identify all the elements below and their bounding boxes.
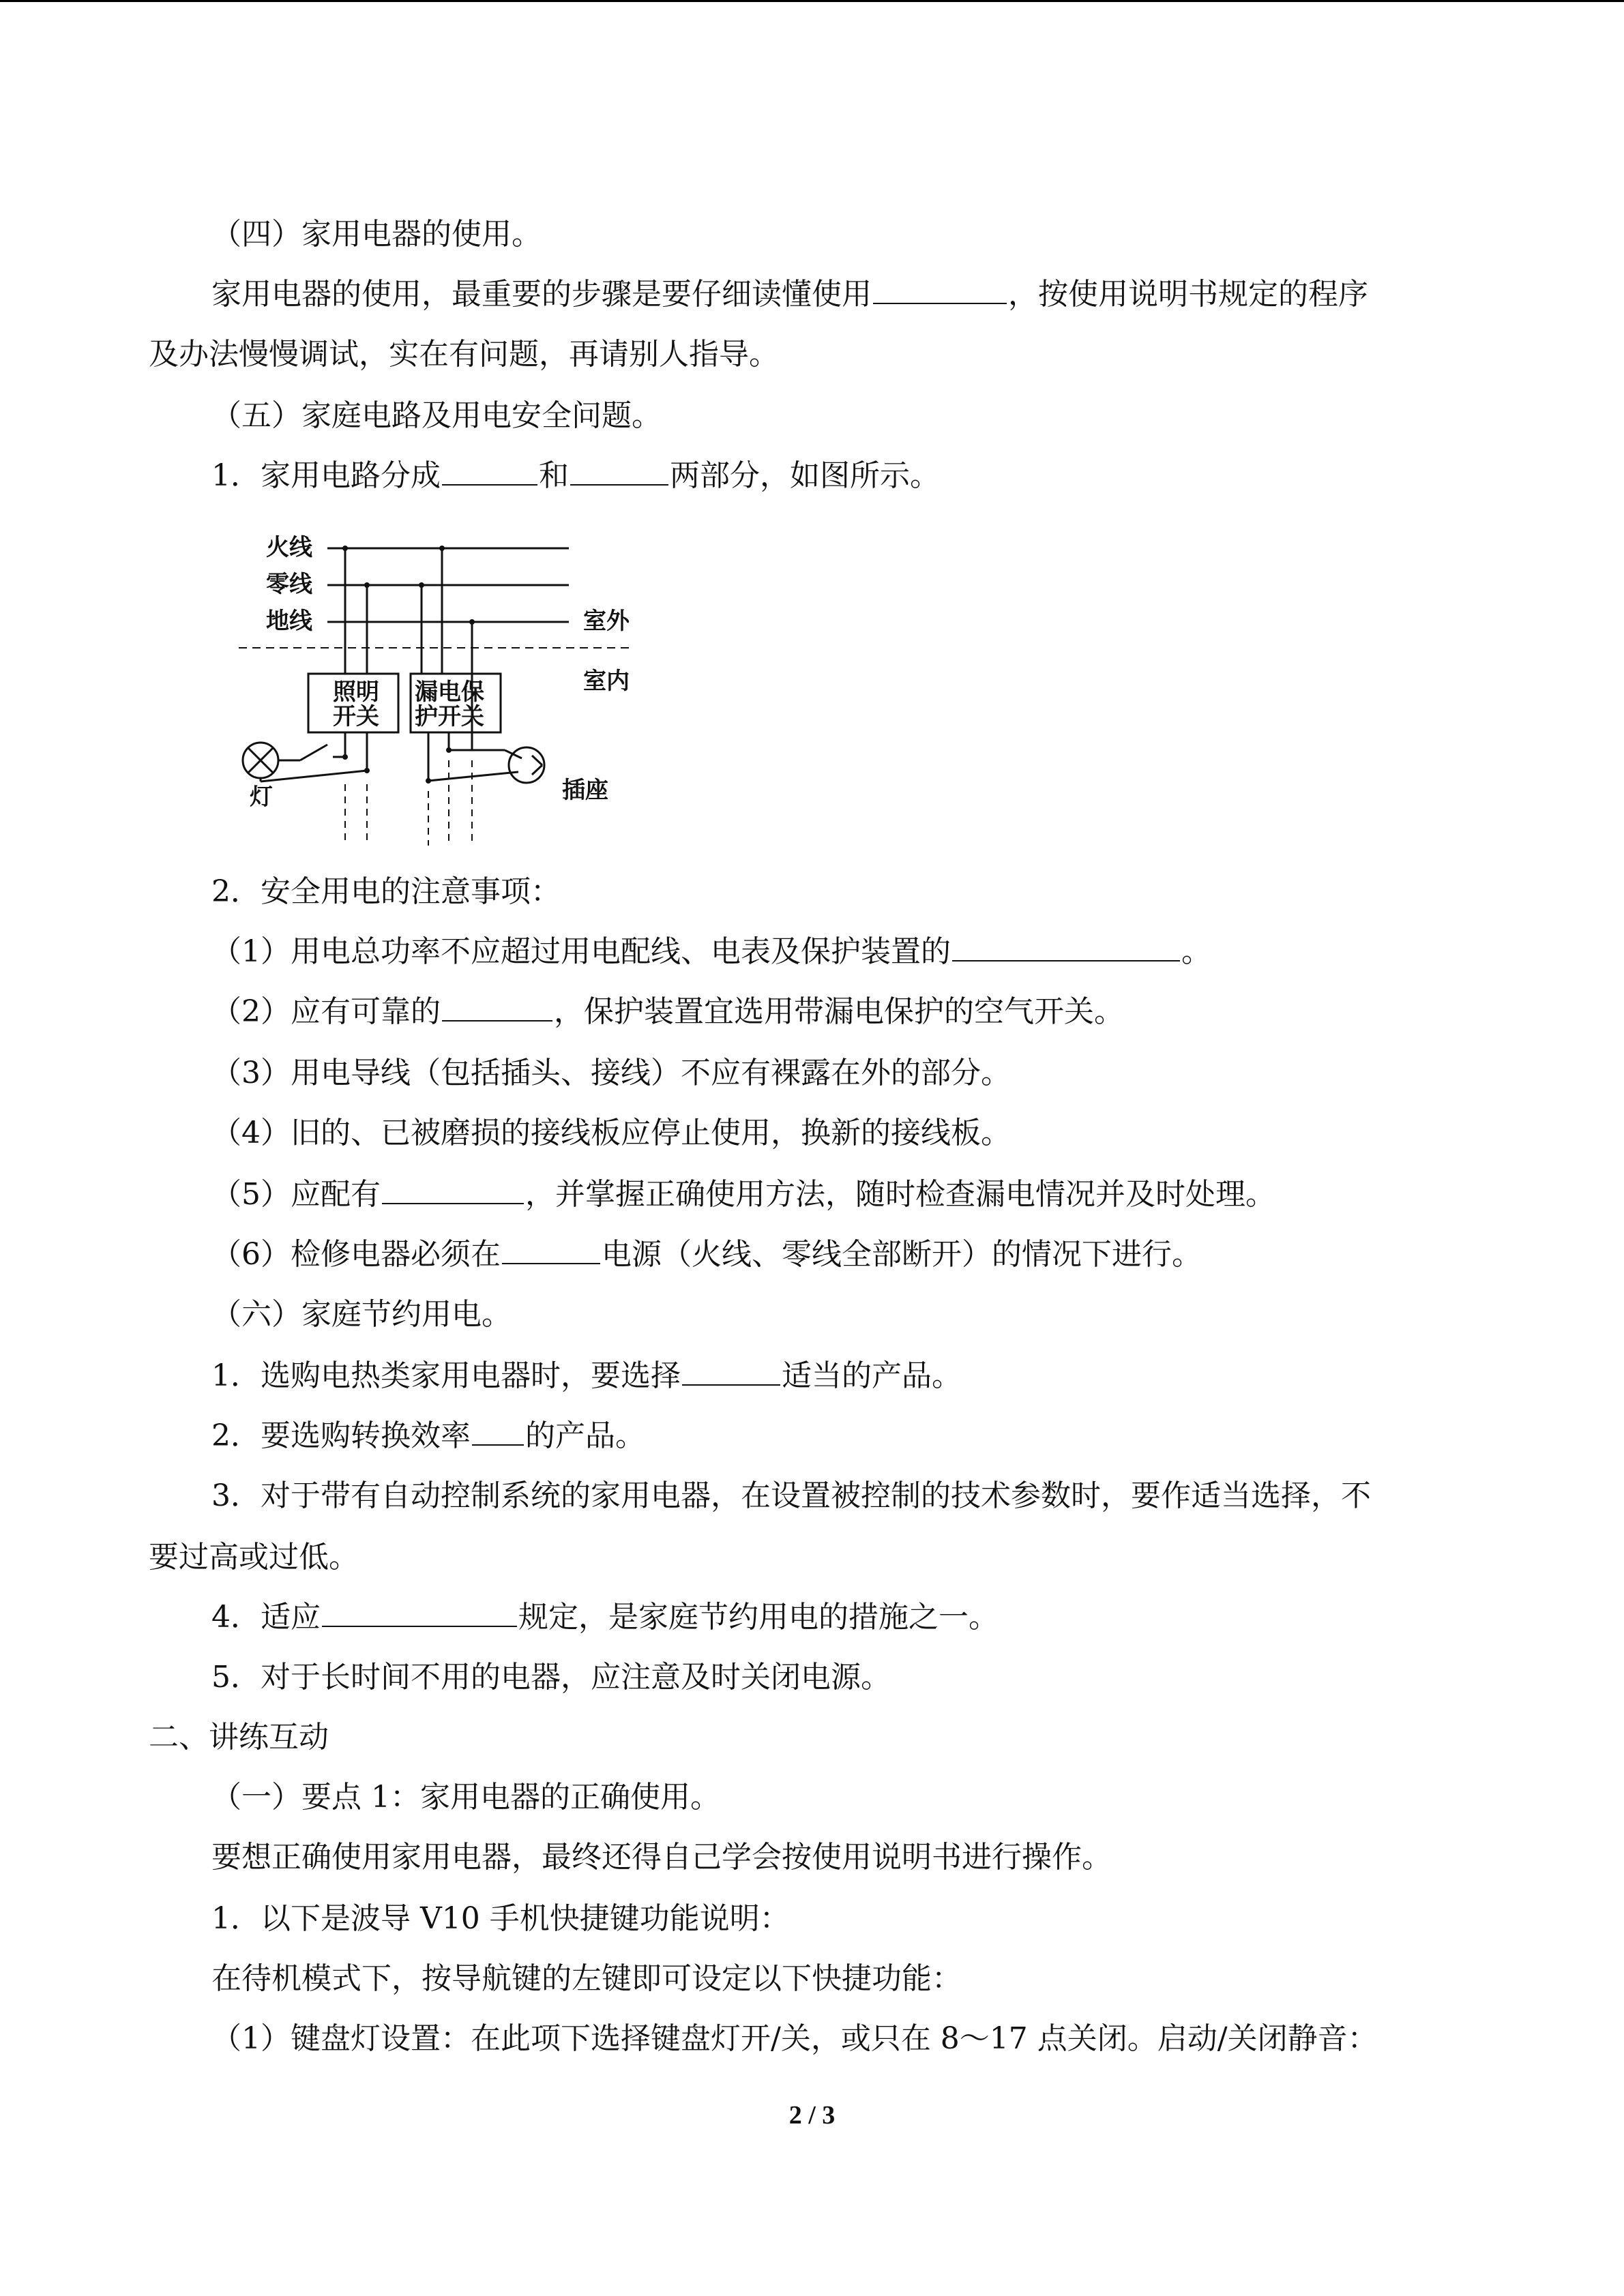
paragraph-appliance-use: 家用电器的使用，最重要的步骤是要仔细读懂使用 ，按使用说明书规定的程序 xyxy=(211,277,1368,312)
fill-blank[interactable] xyxy=(873,275,1007,304)
safety-item-5: （5）应配有 ，并掌握正确使用方法，随时检查漏电情况并及时处理。 xyxy=(211,1177,1275,1212)
safety-item-6: （6）检修电器必须在 电源（火线、零线全部断开）的情况下进行。 xyxy=(211,1237,1202,1272)
section-4-heading: （四）家用电器的使用。 xyxy=(211,217,542,252)
circuit-parts-line: 1．家用电路分成 和 两部分，如图所示。 xyxy=(211,458,940,493)
fill-blank[interactable] xyxy=(502,1236,600,1264)
fill-blank[interactable] xyxy=(322,1598,517,1627)
fill-blank[interactable] xyxy=(472,1417,524,1446)
paragraph-appliance-use-cont: 及办法慢慢调试，实在有问题，再请别人指导。 xyxy=(149,337,779,372)
part-2-heading: 二、讲练互动 xyxy=(149,1720,329,1755)
standby-mode-line: 在待机模式下，按导航键的左键即可设定以下快捷功能： xyxy=(211,1961,962,1996)
keyboard-light-setting: （1）键盘灯设置：在此项下选择键盘灯开/关，或只在 8～17 点关闭。启动/关闭静音： xyxy=(211,2021,1378,2056)
fill-blank[interactable] xyxy=(442,457,537,486)
safety-heading: 2．安全用电的注意事项： xyxy=(211,874,561,909)
section-5-heading: （五）家庭电路及用电安全问题。 xyxy=(211,398,662,433)
key-point-1-intro: 要想正确使用家用电器，最终还得自己学会按使用说明书进行操作。 xyxy=(211,1840,1112,1875)
fire-wire-label: 火线 xyxy=(266,534,312,561)
fill-blank[interactable] xyxy=(442,993,552,1022)
indoor-label: 室内 xyxy=(583,668,630,695)
key-point-1-heading: （一）要点 1：家用电器的正确使用。 xyxy=(211,1780,720,1815)
neutral-wire-label: 零线 xyxy=(266,571,312,598)
junction-dots xyxy=(342,546,475,784)
fill-blank[interactable] xyxy=(952,933,1180,961)
outdoor-label: 室外 xyxy=(583,608,630,635)
safety-item-3: （3）用电导线（包括插头、接线）不应有裸露在外的部分。 xyxy=(211,1056,1011,1090)
safety-item-4: （4）旧的、已被磨损的接线板应停止使用，换新的接线板。 xyxy=(211,1116,1011,1150)
saving-item-3-cont: 要过高或过低。 xyxy=(149,1540,359,1575)
light-switch-label-1: 照明 xyxy=(333,679,379,706)
fill-blank[interactable] xyxy=(382,1176,524,1204)
home-circuit-diagram xyxy=(232,525,655,866)
saving-item-1: 1．选购电热类家用电器时，要选择 适当的产品。 xyxy=(211,1358,962,1393)
phone-shortcut-intro: 1．以下是波导 V10 手机快捷键功能说明： xyxy=(211,1901,790,1936)
page-number: 2 / 3 xyxy=(788,2101,836,2130)
safety-item-2: （2）应有可靠的 ，保护装置宜选用带漏电保护的空气开关。 xyxy=(211,994,1124,1029)
saving-item-5: 5．对于长时间不用的电器，应注意及时关闭电源。 xyxy=(211,1660,891,1695)
fill-blank[interactable] xyxy=(682,1357,780,1386)
saving-item-2: 2．要选购转换效率 的产品。 xyxy=(211,1418,645,1453)
light-switch-label-2: 开关 xyxy=(333,703,379,730)
section-6-heading: （六）家庭节约用电。 xyxy=(211,1297,512,1332)
top-border xyxy=(0,0,1624,2)
leak-switch-label-1: 漏电保 xyxy=(415,679,484,706)
safety-item-1: （1）用电总功率不应超过用电配线、电表及保护装置的 。 xyxy=(211,934,1211,969)
socket-label: 插座 xyxy=(562,777,608,804)
leak-switch-label-2: 护开关 xyxy=(415,703,484,730)
lamp-label: 灯 xyxy=(250,784,273,811)
saving-item-4: 4．适应 规定，是家庭节约用电的措施之一。 xyxy=(211,1600,999,1635)
saving-item-3: 3．对于带有自动控制系统的家用电器，在设置被控制的技术参数时，要作适当选择，不 xyxy=(211,1478,1371,1513)
fill-blank[interactable] xyxy=(570,457,668,486)
ground-wire-label: 地线 xyxy=(266,608,312,635)
